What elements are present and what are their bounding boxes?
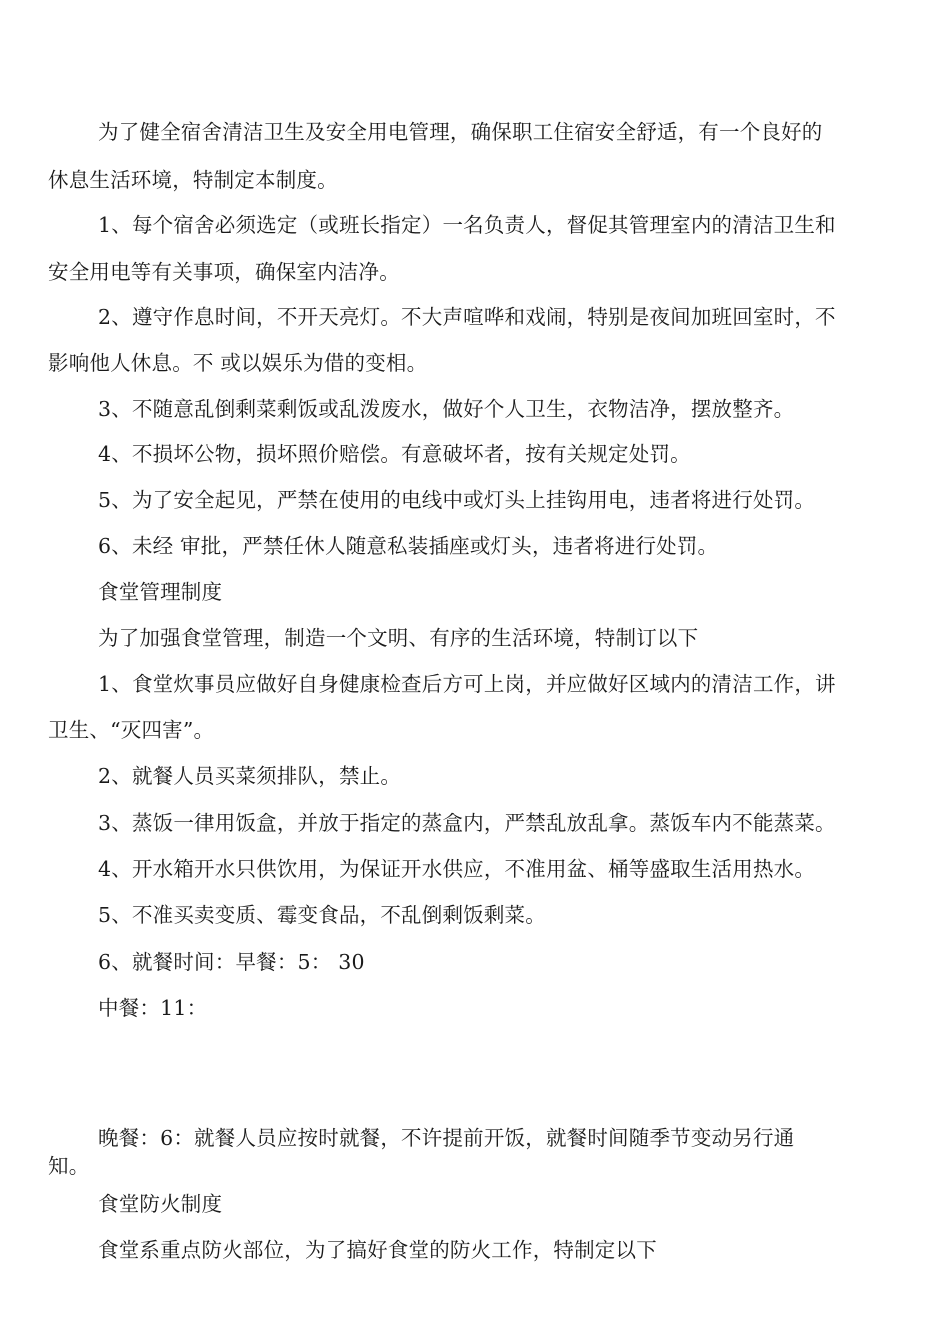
paragraph-line: 为了加强食堂管理，制造一个文明、有序的生活环境，特制订以下 xyxy=(98,626,699,650)
paragraph-line: 卫生、“灭四害”。 xyxy=(48,718,215,742)
paragraph-line: 2、就餐人员买菜须排队，禁止。 xyxy=(98,764,402,788)
paragraph-line: 影响他人休息。不 或以娱乐为借的变相。 xyxy=(48,351,428,375)
paragraph-line: 晚餐：6：就餐人员应按时就餐，不许提前开饭，就餐时间随季节变动另行通 xyxy=(98,1126,795,1150)
paragraph-line: 2、遵守作息时间，不开天亮灯。不大声喧哗和戏闹，特别是夜间加班回室时，不 xyxy=(98,305,836,329)
paragraph-line: 食堂系重点防火部位，为了搞好食堂的防火工作，特制定以下 xyxy=(98,1238,657,1262)
paragraph-line: 5、为了安全起见，严禁在使用的电线中或灯头上挂钩用电，违者将进行处罚。 xyxy=(98,488,816,512)
paragraph-line: 4、开水箱开水只供饮用，为保证开水供应，不准用盆、桶等盛取生活用热水。 xyxy=(98,857,816,881)
paragraph-line: 6、就餐时间：早餐：5： 30 xyxy=(98,950,365,974)
paragraph-line: 中餐：11： xyxy=(98,996,208,1020)
paragraph-line: 知。 xyxy=(48,1154,90,1178)
paragraph-line: 为了健全宿舍清洁卫生及安全用电管理，确保职工住宿安全舒适，有一个良好的 xyxy=(98,120,823,144)
paragraph-line: 3、不随意乱倒剩菜剩饭或乱泼废水，做好个人卫生，衣物洁净，摆放整齐。 xyxy=(98,397,795,421)
section-heading: 食堂防火制度 xyxy=(98,1192,223,1216)
paragraph-line: 5、不准买卖变质、霉变食品，不乱倒剩饭剩菜。 xyxy=(98,903,546,927)
paragraph-line: 4、不损坏公物，损坏照价赔偿。有意破坏者，按有关规定处罚。 xyxy=(98,442,691,466)
section-heading: 食堂管理制度 xyxy=(98,580,223,604)
paragraph-line: 1、食堂炊事员应做好自身健康检查后方可上岗，并应做好区域内的清洁工作，讲 xyxy=(98,672,836,696)
paragraph-line: 3、蒸饭一律用饭盒，并放于指定的蒸盒内，严禁乱放乱拿。蒸饭车内不能蒸菜。 xyxy=(98,811,836,835)
paragraph-line: 安全用电等有关事项，确保室内洁净。 xyxy=(48,260,400,284)
paragraph-line: 6、未经 审批，严禁任休人随意私装插座或灯头，违者将进行处罚。 xyxy=(98,534,719,558)
paragraph-line: 休息生活环境，特制定本制度。 xyxy=(48,168,338,192)
paragraph-line: 1、每个宿舍必须选定（或班长指定）一名负责人，督促其管理室内的清洁卫生和 xyxy=(98,213,836,237)
